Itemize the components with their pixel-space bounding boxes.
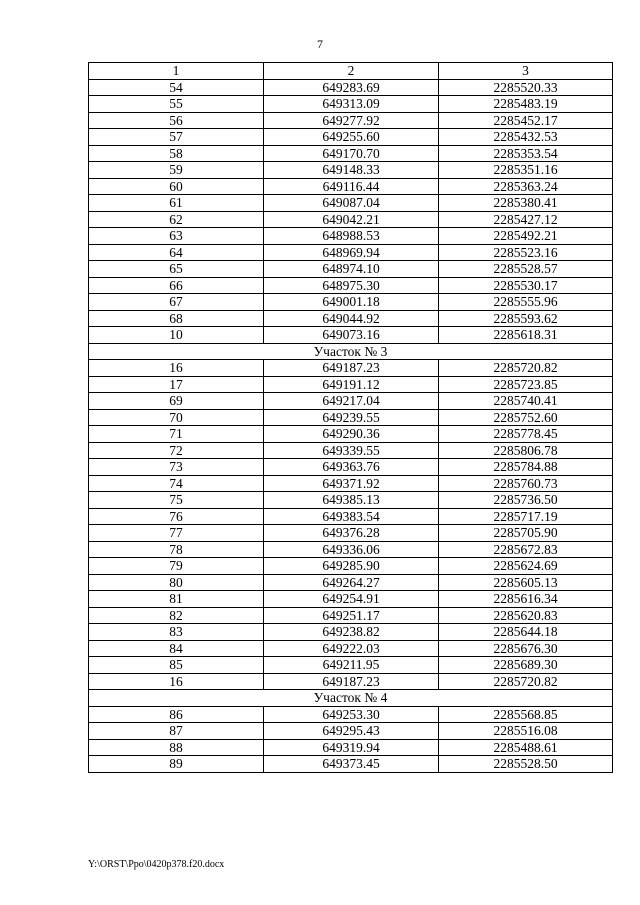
table-row — [89, 574, 613, 591]
table-row — [89, 96, 613, 113]
y-coordinate-cell: 2285778.45 — [439, 426, 613, 443]
x-coordinate-cell: 648974.10 — [264, 261, 439, 278]
coordinates-table-body — [89, 63, 613, 773]
y-coordinate-cell: 2285555.96 — [439, 294, 613, 311]
table-row — [89, 261, 613, 278]
y-coordinate-cell: 2285523.16 — [439, 244, 613, 261]
y-coordinate-cell: 2285530.17 — [439, 277, 613, 294]
table-row — [89, 162, 613, 179]
table-row — [89, 673, 613, 690]
table-row — [89, 129, 613, 146]
y-coordinate-cell: 2285740.41 — [439, 393, 613, 410]
x-coordinate-cell: 649371.92 — [264, 475, 439, 492]
point-number-cell: 17 — [89, 376, 264, 393]
point-number-cell: 87 — [89, 723, 264, 740]
table-row — [89, 178, 613, 195]
table-row — [89, 607, 613, 624]
y-coordinate-cell: 2285644.18 — [439, 624, 613, 641]
x-coordinate-cell: 649363.76 — [264, 459, 439, 476]
x-coordinate-cell: 649217.04 — [264, 393, 439, 410]
y-coordinate-cell: 2285616.34 — [439, 591, 613, 608]
point-number-cell: 77 — [89, 525, 264, 542]
y-coordinate-cell: 2285427.12 — [439, 211, 613, 228]
point-number-cell: 71 — [89, 426, 264, 443]
point-number-cell: 16 — [89, 673, 264, 690]
section-header-row — [89, 343, 613, 360]
y-coordinate-cell: 2285624.69 — [439, 558, 613, 575]
table-row — [89, 244, 613, 261]
x-coordinate-cell: 649042.21 — [264, 211, 439, 228]
table-row — [89, 211, 613, 228]
x-coordinate-cell: 649385.13 — [264, 492, 439, 509]
table-row — [89, 558, 613, 575]
x-coordinate-cell: 649044.92 — [264, 310, 439, 327]
table-row — [89, 360, 613, 377]
table-row — [89, 277, 613, 294]
point-number-cell: 83 — [89, 624, 264, 641]
point-number-cell: 75 — [89, 492, 264, 509]
y-coordinate-cell: 2285760.73 — [439, 475, 613, 492]
x-coordinate-cell: 649290.36 — [264, 426, 439, 443]
x-coordinate-cell: 648975.30 — [264, 277, 439, 294]
point-number-cell: 65 — [89, 261, 264, 278]
point-number-cell: 80 — [89, 574, 264, 591]
table-row — [89, 459, 613, 476]
y-coordinate-cell: 2285528.57 — [439, 261, 613, 278]
y-coordinate-cell: 2285452.17 — [439, 112, 613, 129]
point-number-cell: 76 — [89, 508, 264, 525]
y-coordinate-cell: 2285528.50 — [439, 756, 613, 773]
y-coordinate-cell: 2285492.21 — [439, 228, 613, 245]
point-number-cell: 85 — [89, 657, 264, 674]
x-coordinate-cell: 649253.30 — [264, 706, 439, 723]
y-coordinate-cell: 2285593.62 — [439, 310, 613, 327]
x-coordinate-cell: 649285.90 — [264, 558, 439, 575]
x-coordinate-cell: 649339.55 — [264, 442, 439, 459]
x-coordinate-cell: 649251.17 — [264, 607, 439, 624]
x-coordinate-cell: 649187.23 — [264, 360, 439, 377]
table-row — [89, 327, 613, 344]
y-coordinate-cell: 2285736.50 — [439, 492, 613, 509]
y-coordinate-cell: 2285351.16 — [439, 162, 613, 179]
x-coordinate-cell: 649376.28 — [264, 525, 439, 542]
table-row — [89, 426, 613, 443]
header-cell: 2 — [264, 63, 439, 80]
y-coordinate-cell: 2285723.85 — [439, 376, 613, 393]
table-row — [89, 112, 613, 129]
table-row — [89, 492, 613, 509]
y-coordinate-cell: 2285516.08 — [439, 723, 613, 740]
y-coordinate-cell: 2285705.90 — [439, 525, 613, 542]
file-path-footer: Y:\ORST\Ppo\0420p378.f20.docx — [88, 859, 225, 870]
point-number-cell: 73 — [89, 459, 264, 476]
point-number-cell: 67 — [89, 294, 264, 311]
y-coordinate-cell: 2285620.83 — [439, 607, 613, 624]
point-number-cell: 79 — [89, 558, 264, 575]
y-coordinate-cell: 2285605.13 — [439, 574, 613, 591]
y-coordinate-cell: 2285676.30 — [439, 640, 613, 657]
x-coordinate-cell: 649191.12 — [264, 376, 439, 393]
x-coordinate-cell: 649336.06 — [264, 541, 439, 558]
table-row — [89, 409, 613, 426]
x-coordinate-cell: 649238.82 — [264, 624, 439, 641]
point-number-cell: 59 — [89, 162, 264, 179]
x-coordinate-cell: 649211.95 — [264, 657, 439, 674]
point-number-cell: 68 — [89, 310, 264, 327]
y-coordinate-cell: 2285353.54 — [439, 145, 613, 162]
x-coordinate-cell: 649255.60 — [264, 129, 439, 146]
table-row — [89, 739, 613, 756]
x-coordinate-cell: 649277.92 — [264, 112, 439, 129]
point-number-cell: 66 — [89, 277, 264, 294]
y-coordinate-cell: 2285483.19 — [439, 96, 613, 113]
point-number-cell: 78 — [89, 541, 264, 558]
x-coordinate-cell: 649254.91 — [264, 591, 439, 608]
table-row — [89, 508, 613, 525]
point-number-cell: 55 — [89, 96, 264, 113]
point-number-cell: 72 — [89, 442, 264, 459]
x-coordinate-cell: 649319.94 — [264, 739, 439, 756]
y-coordinate-cell: 2285520.33 — [439, 79, 613, 96]
table-row — [89, 79, 613, 96]
table-row — [89, 525, 613, 542]
y-coordinate-cell: 2285488.61 — [439, 739, 613, 756]
table-row — [89, 723, 613, 740]
y-coordinate-cell: 2285752.60 — [439, 409, 613, 426]
point-number-cell: 64 — [89, 244, 264, 261]
section-title: Участок № 4 — [89, 690, 613, 707]
table-row — [89, 393, 613, 410]
page-number: 7 — [317, 37, 323, 51]
x-coordinate-cell: 649313.09 — [264, 96, 439, 113]
point-number-cell: 58 — [89, 145, 264, 162]
table-row — [89, 195, 613, 212]
point-number-cell: 61 — [89, 195, 264, 212]
section-title: Участок № 3 — [89, 343, 613, 360]
header-cell: 3 — [439, 63, 613, 80]
y-coordinate-cell: 2285618.31 — [439, 327, 613, 344]
point-number-cell: 86 — [89, 706, 264, 723]
table-row — [89, 640, 613, 657]
x-coordinate-cell: 649170.70 — [264, 145, 439, 162]
y-coordinate-cell: 2285720.82 — [439, 360, 613, 377]
point-number-cell: 89 — [89, 756, 264, 773]
table-row — [89, 541, 613, 558]
table-row — [89, 294, 613, 311]
y-coordinate-cell: 2285784.88 — [439, 459, 613, 476]
x-coordinate-cell: 649222.03 — [264, 640, 439, 657]
table-row — [89, 228, 613, 245]
table-row — [89, 310, 613, 327]
x-coordinate-cell: 649295.43 — [264, 723, 439, 740]
point-number-cell: 62 — [89, 211, 264, 228]
x-coordinate-cell: 648969.94 — [264, 244, 439, 261]
y-coordinate-cell: 2285806.78 — [439, 442, 613, 459]
point-number-cell: 84 — [89, 640, 264, 657]
point-number-cell: 57 — [89, 129, 264, 146]
point-number-cell: 63 — [89, 228, 264, 245]
point-number-cell: 56 — [89, 112, 264, 129]
table-row — [89, 475, 613, 492]
x-coordinate-cell: 649148.33 — [264, 162, 439, 179]
table-header-row — [89, 63, 613, 80]
table-row — [89, 145, 613, 162]
x-coordinate-cell: 648988.53 — [264, 228, 439, 245]
x-coordinate-cell: 649383.54 — [264, 508, 439, 525]
x-coordinate-cell: 649264.27 — [264, 574, 439, 591]
x-coordinate-cell: 649073.16 — [264, 327, 439, 344]
x-coordinate-cell: 649187.23 — [264, 673, 439, 690]
coordinates-table — [88, 62, 613, 773]
table-row — [89, 442, 613, 459]
point-number-cell: 54 — [89, 79, 264, 96]
y-coordinate-cell: 2285568.85 — [439, 706, 613, 723]
x-coordinate-cell: 649373.45 — [264, 756, 439, 773]
table-row — [89, 376, 613, 393]
y-coordinate-cell: 2285717.19 — [439, 508, 613, 525]
y-coordinate-cell: 2285689.30 — [439, 657, 613, 674]
point-number-cell: 16 — [89, 360, 264, 377]
point-number-cell: 60 — [89, 178, 264, 195]
y-coordinate-cell: 2285432.53 — [439, 129, 613, 146]
header-cell: 1 — [89, 63, 264, 80]
point-number-cell: 81 — [89, 591, 264, 608]
table-row — [89, 624, 613, 641]
point-number-cell: 74 — [89, 475, 264, 492]
table-row — [89, 756, 613, 773]
y-coordinate-cell: 2285720.82 — [439, 673, 613, 690]
x-coordinate-cell: 649116.44 — [264, 178, 439, 195]
y-coordinate-cell: 2285672.83 — [439, 541, 613, 558]
x-coordinate-cell: 649239.55 — [264, 409, 439, 426]
x-coordinate-cell: 649087.04 — [264, 195, 439, 212]
x-coordinate-cell: 649001.18 — [264, 294, 439, 311]
table-row — [89, 706, 613, 723]
point-number-cell: 88 — [89, 739, 264, 756]
point-number-cell: 82 — [89, 607, 264, 624]
y-coordinate-cell: 2285363.24 — [439, 178, 613, 195]
point-number-cell: 10 — [89, 327, 264, 344]
table-row — [89, 591, 613, 608]
section-header-row — [89, 690, 613, 707]
x-coordinate-cell: 649283.69 — [264, 79, 439, 96]
y-coordinate-cell: 2285380.41 — [439, 195, 613, 212]
point-number-cell: 69 — [89, 393, 264, 410]
table-row — [89, 657, 613, 674]
point-number-cell: 70 — [89, 409, 264, 426]
